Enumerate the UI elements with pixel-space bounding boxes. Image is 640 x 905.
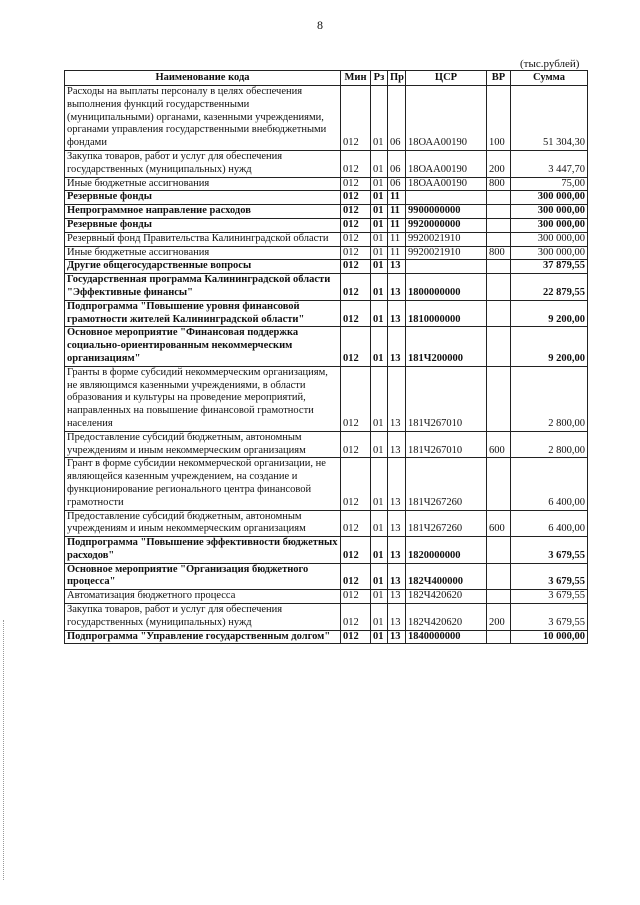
cell-csr: 181Ч267010 <box>406 431 487 458</box>
cell-min: 012 <box>341 604 371 631</box>
cell-pr: 13 <box>388 366 406 431</box>
cell-csr <box>406 260 487 274</box>
cell-name: Подпрограмма "Повышение уровня финансовой грамотности жителей Калининградской области" <box>65 300 341 327</box>
cell-vr <box>487 458 511 510</box>
cell-rz: 01 <box>371 177 388 191</box>
cell-vr: 100 <box>487 86 511 151</box>
page-number: 8 <box>317 18 323 32</box>
cell-sum: 2 800,00 <box>511 431 588 458</box>
cell-name: Иные бюджетные ассигнования <box>65 246 341 260</box>
cell-rz: 01 <box>371 563 388 590</box>
cell-rz: 01 <box>371 246 388 260</box>
cell-vr <box>487 300 511 327</box>
cell-min: 012 <box>341 274 371 301</box>
cell-min: 012 <box>341 260 371 274</box>
table-row <box>65 86 588 151</box>
cell-sum: 51 304,30 <box>511 86 588 151</box>
cell-vr: 800 <box>487 246 511 260</box>
cell-name: Основное мероприятие "Организация бюджетного процесса" <box>65 563 341 590</box>
cell-pr: 11 <box>388 232 406 246</box>
cell-csr: 182Ч400000 <box>406 563 487 590</box>
table-row <box>65 246 588 260</box>
cell-min: 012 <box>341 205 371 219</box>
cell-vr: 800 <box>487 177 511 191</box>
header-row <box>65 71 588 86</box>
cell-rz: 01 <box>371 510 388 537</box>
cell-name: Грант в форме субсидии некоммерческой организации, не являющейся казенным учреждением, на создание и функционирование регионального центра финансовой грамотности <box>65 458 341 510</box>
cell-sum: 300 000,00 <box>511 218 588 232</box>
cell-pr: 06 <box>388 86 406 151</box>
cell-pr: 06 <box>388 177 406 191</box>
cell-csr: 9920021910 <box>406 232 487 246</box>
cell-sum: 9 200,00 <box>511 327 588 366</box>
cell-pr: 13 <box>388 431 406 458</box>
table-row <box>65 537 588 564</box>
cell-name: Закупка товаров, работ и услуг для обеспечения государственных (муниципальных) нужд <box>65 604 341 631</box>
table-body <box>65 86 588 644</box>
cell-rz: 01 <box>371 431 388 458</box>
cell-rz: 01 <box>371 327 388 366</box>
table-row <box>65 191 588 205</box>
cell-pr: 11 <box>388 191 406 205</box>
cell-vr <box>487 274 511 301</box>
table-row <box>65 563 588 590</box>
cell-pr: 13 <box>388 274 406 301</box>
cell-vr <box>487 590 511 604</box>
cell-csr: 9920021910 <box>406 246 487 260</box>
table-row <box>65 431 588 458</box>
cell-pr: 13 <box>388 327 406 366</box>
budget-table <box>64 70 588 644</box>
cell-min: 012 <box>341 510 371 537</box>
cell-vr <box>487 630 511 644</box>
cell-pr: 13 <box>388 260 406 274</box>
cell-rz: 01 <box>371 274 388 301</box>
cell-rz: 01 <box>371 86 388 151</box>
cell-name: Резервные фонды <box>65 218 341 232</box>
cell-rz: 01 <box>371 590 388 604</box>
table-row <box>65 604 588 631</box>
table-row <box>65 177 588 191</box>
cell-pr: 13 <box>388 458 406 510</box>
cell-sum: 3 679,55 <box>511 563 588 590</box>
cell-sum: 3 447,70 <box>511 150 588 177</box>
cell-vr <box>487 191 511 205</box>
cell-name: Основное мероприятие "Финансовая поддержка социально-ориентированным некоммерческим организациям" <box>65 327 341 366</box>
cell-name: Непрограммное направление расходов <box>65 205 341 219</box>
table-row <box>65 630 588 644</box>
cell-vr: 200 <box>487 150 511 177</box>
cell-rz: 01 <box>371 630 388 644</box>
cell-rz: 01 <box>371 366 388 431</box>
cell-vr <box>487 205 511 219</box>
cell-min: 012 <box>341 218 371 232</box>
cell-name: Предоставление субсидий бюджетным, автономным учреждениям и иным некоммерческим организациям <box>65 431 341 458</box>
header-vr: ВР <box>487 71 511 86</box>
table-row <box>65 327 588 366</box>
cell-min: 012 <box>341 458 371 510</box>
cell-min: 012 <box>341 191 371 205</box>
cell-min: 012 <box>341 590 371 604</box>
cell-name: Государственная программа Калининградской области "Эффективные финансы" <box>65 274 341 301</box>
cell-sum: 2 800,00 <box>511 366 588 431</box>
cell-pr: 13 <box>388 604 406 631</box>
header-min: Мин <box>341 71 371 86</box>
cell-rz: 01 <box>371 458 388 510</box>
cell-csr: 181Ч267260 <box>406 458 487 510</box>
cell-vr <box>487 260 511 274</box>
cell-csr: 182Ч420620 <box>406 590 487 604</box>
cell-vr <box>487 218 511 232</box>
header-sum: Сумма <box>511 71 588 86</box>
cell-rz: 01 <box>371 205 388 219</box>
table-row <box>65 150 588 177</box>
cell-min: 012 <box>341 232 371 246</box>
table-row <box>65 300 588 327</box>
margin-mark <box>3 620 6 880</box>
cell-csr: 18ОАА00190 <box>406 150 487 177</box>
cell-pr: 11 <box>388 246 406 260</box>
cell-min: 012 <box>341 366 371 431</box>
cell-csr: 1840000000 <box>406 630 487 644</box>
cell-csr: 18ОАА00190 <box>406 86 487 151</box>
cell-vr <box>487 537 511 564</box>
cell-csr: 18ОАА00190 <box>406 177 487 191</box>
table-row <box>65 458 588 510</box>
header-pr: Пр <box>388 71 406 86</box>
cell-pr: 13 <box>388 630 406 644</box>
cell-min: 012 <box>341 150 371 177</box>
cell-min: 012 <box>341 431 371 458</box>
units-label: (тыс.рублей) <box>520 58 580 70</box>
cell-name: Резервные фонды <box>65 191 341 205</box>
cell-pr: 13 <box>388 510 406 537</box>
table-row <box>65 590 588 604</box>
cell-sum: 300 000,00 <box>511 246 588 260</box>
cell-rz: 01 <box>371 218 388 232</box>
header-csr: ЦСР <box>406 71 487 86</box>
cell-vr: 600 <box>487 510 511 537</box>
cell-csr: 1820000000 <box>406 537 487 564</box>
cell-min: 012 <box>341 327 371 366</box>
cell-sum: 6 400,00 <box>511 458 588 510</box>
table-row <box>65 232 588 246</box>
cell-pr: 13 <box>388 590 406 604</box>
cell-vr <box>487 327 511 366</box>
cell-min: 012 <box>341 177 371 191</box>
table-row <box>65 260 588 274</box>
cell-rz: 01 <box>371 232 388 246</box>
cell-pr: 13 <box>388 300 406 327</box>
cell-min: 012 <box>341 563 371 590</box>
cell-min: 012 <box>341 246 371 260</box>
cell-name: Подпрограмма "Управление государственным долгом" <box>65 630 341 644</box>
cell-sum: 300 000,00 <box>511 232 588 246</box>
cell-pr: 11 <box>388 218 406 232</box>
cell-csr: 1800000000 <box>406 274 487 301</box>
cell-csr: 181Ч267010 <box>406 366 487 431</box>
cell-rz: 01 <box>371 537 388 564</box>
table-row <box>65 366 588 431</box>
cell-min: 012 <box>341 537 371 564</box>
cell-vr <box>487 563 511 590</box>
cell-csr: 9920000000 <box>406 218 487 232</box>
cell-csr <box>406 191 487 205</box>
cell-min: 012 <box>341 630 371 644</box>
cell-sum: 9 200,00 <box>511 300 588 327</box>
cell-vr: 200 <box>487 604 511 631</box>
cell-rz: 01 <box>371 604 388 631</box>
cell-sum: 3 679,55 <box>511 590 588 604</box>
cell-pr: 13 <box>388 537 406 564</box>
header-name: Наименование кода <box>65 71 341 86</box>
cell-sum: 37 879,55 <box>511 260 588 274</box>
cell-min: 012 <box>341 86 371 151</box>
cell-rz: 01 <box>371 260 388 274</box>
cell-pr: 06 <box>388 150 406 177</box>
cell-rz: 01 <box>371 300 388 327</box>
cell-name: Резервный фонд Правительства Калининградской области <box>65 232 341 246</box>
cell-name: Автоматизация бюджетного процесса <box>65 590 341 604</box>
cell-sum: 22 879,55 <box>511 274 588 301</box>
cell-name: Другие общегосударственные вопросы <box>65 260 341 274</box>
cell-vr <box>487 232 511 246</box>
cell-sum: 75,00 <box>511 177 588 191</box>
table-row <box>65 218 588 232</box>
table-row <box>65 205 588 219</box>
cell-rz: 01 <box>371 191 388 205</box>
cell-csr: 1810000000 <box>406 300 487 327</box>
cell-sum: 10 000,00 <box>511 630 588 644</box>
cell-csr: 182Ч420620 <box>406 604 487 631</box>
cell-sum: 3 679,55 <box>511 604 588 631</box>
cell-min: 012 <box>341 300 371 327</box>
cell-csr: 181Ч200000 <box>406 327 487 366</box>
cell-sum: 3 679,55 <box>511 537 588 564</box>
cell-csr: 181Ч267260 <box>406 510 487 537</box>
cell-name: Предоставление субсидий бюджетным, автономным учреждениям и иным некоммерческим организациям <box>65 510 341 537</box>
cell-sum: 6 400,00 <box>511 510 588 537</box>
table-row <box>65 510 588 537</box>
table-row <box>65 274 588 301</box>
cell-name: Закупка товаров, работ и услуг для обеспечения государственных (муниципальных) нужд <box>65 150 341 177</box>
cell-pr: 13 <box>388 563 406 590</box>
cell-name: Иные бюджетные ассигнования <box>65 177 341 191</box>
cell-vr <box>487 366 511 431</box>
cell-rz: 01 <box>371 150 388 177</box>
cell-name: Расходы на выплаты персоналу в целях обеспечения выполнения функций государственными (муниципальными) органами, казенными учреждениями, органами управления государственными внебюджетными фондами <box>65 86 341 151</box>
cell-name: Гранты в форме субсидий некоммерческим организациям, не являющимся казенными учреждениями, в области образования и культуры на проведение мероприятий, направленных на повышение финансовой грамотности населения <box>65 366 341 431</box>
cell-vr: 600 <box>487 431 511 458</box>
cell-sum: 300 000,00 <box>511 205 588 219</box>
header-rz: Рз <box>371 71 388 86</box>
cell-csr: 9900000000 <box>406 205 487 219</box>
cell-name: Подпрограмма "Повышение эффективности бюджетных расходов" <box>65 537 341 564</box>
cell-pr: 11 <box>388 205 406 219</box>
cell-sum: 300 000,00 <box>511 191 588 205</box>
